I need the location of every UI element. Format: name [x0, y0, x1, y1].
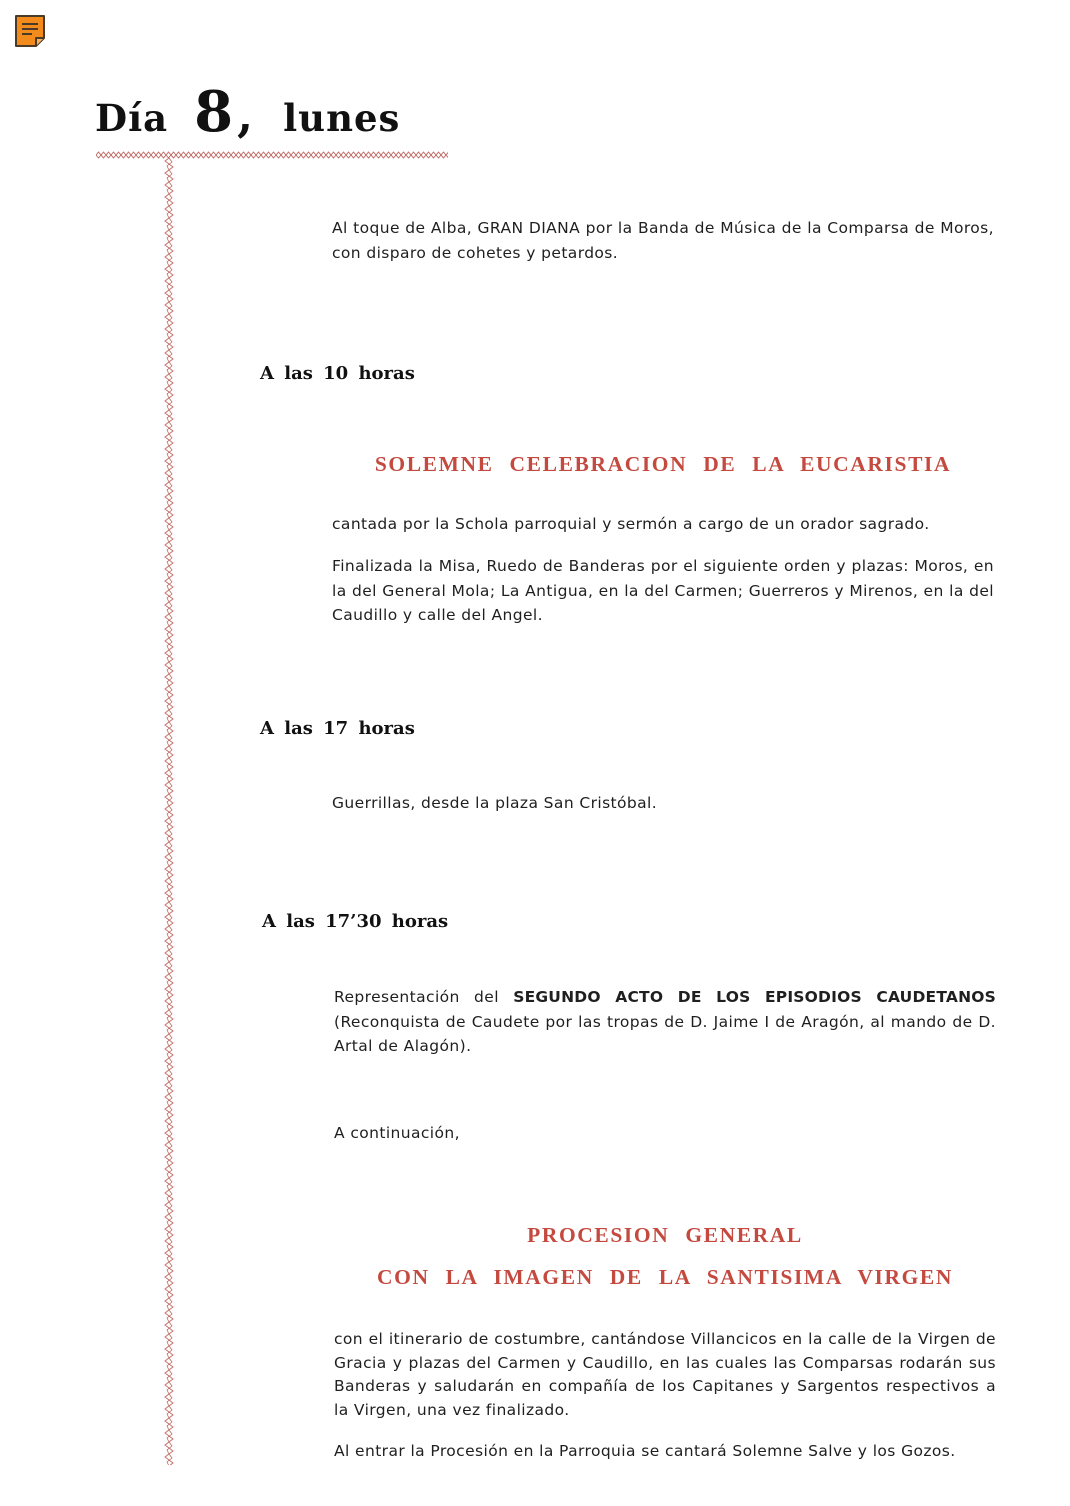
eucaristia-heading: SOLEMNE CELEBRACION DE LA EUCARISTIA — [374, 452, 952, 476]
ruedo-paragraph: Finalizada la Misa, Ruedo de Banderas por el siguiente orden y plazas: Moros, en la del General Mola; La Antigua, en la del Carmen; Guerreros y Mirenos, en la del Caudillo y calle del Angel. — [332, 557, 994, 624]
virgen-heading: CON LA IMAGEN DE LA SANTISIMA VIRGEN — [377, 1265, 953, 1289]
title-comma: , — [237, 88, 254, 142]
note-icon[interactable] — [14, 14, 46, 48]
continuacion-paragraph: A continuación, — [334, 1124, 460, 1142]
time-heading-17: A las 17 horas — [260, 718, 415, 739]
representacion-text-start: Representación del — [334, 988, 514, 1006]
title-day-number: 8 — [194, 79, 234, 145]
time-heading-1730: A las 17’30 horas — [262, 911, 449, 932]
representacion-text-end: (Reconquista de Caudete por las tropas de D. Jaime I de Aragón, al mando de D. Artal de Alagón). — [334, 1012, 996, 1055]
salve-paragraph: Al entrar la Procesión en la Parroquia se cantará Solemne Salve y los Gozos. — [334, 1442, 956, 1460]
procesion-heading: PROCESION GENERAL — [527, 1223, 803, 1247]
decorative-border-horizontal — [96, 149, 448, 161]
page-title — [95, 79, 401, 145]
representacion-paragraph — [334, 985, 996, 1059]
diana-paragraph: Al toque de Alba, GRAN DIANA por la Banda de Música de la Comparsa de Moros, con disparo de cohetes y petardos. — [332, 219, 994, 262]
decorative-border-vertical — [162, 158, 176, 1465]
itinerario-paragraph: con el itinerario de costumbre, cantándose Villancicos en la calle de la Virgen de Gracia y plazas del Carmen y Caudillo, en las cuales las Comparsas rodarán sus Banderas y saludarán en compañía de los Capitanes y Sargentos respectivos a la Virgen, una vez finalizado. — [334, 1330, 996, 1419]
time-heading-10: A las 10 horas — [260, 363, 415, 384]
guerrillas-paragraph: Guerrillas, desde la plaza San Cristóbal. — [332, 794, 658, 812]
title-day-word: Día — [95, 96, 169, 140]
cantada-paragraph: cantada por la Schola parroquial y sermón a cargo de un orador sagrado. — [332, 515, 930, 533]
title-weekday: lunes — [283, 96, 401, 140]
representacion-bold-title: SEGUNDO ACTO DE LOS EPISODIOS CAUDETANOS — [513, 988, 996, 1006]
